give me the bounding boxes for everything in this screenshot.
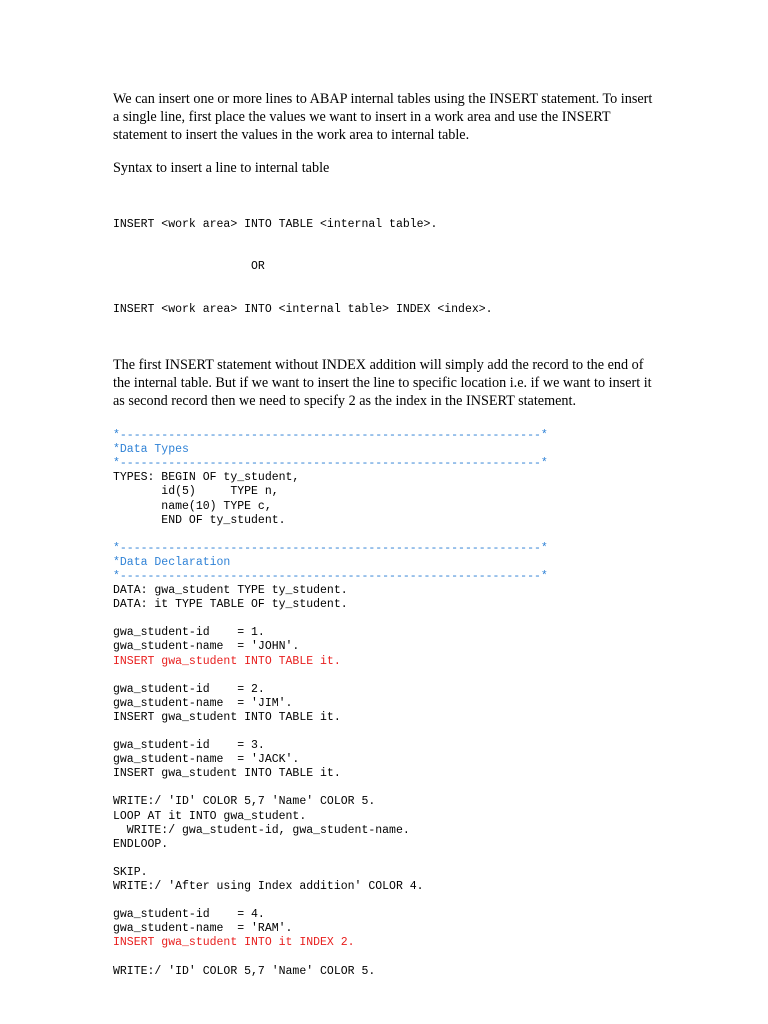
document-page <box>113 90 658 979</box>
code-line: TYPES: BEGIN OF ty_student, <box>113 471 300 485</box>
code-blank-line <box>113 852 658 866</box>
intro-paragraph: We can insert one or more lines to ABAP internal tables using the INSERT statement. To insert a single line, first place the values we want to insert in a work area and use the INSERT statement to insert the values in the work area to internal table. <box>113 91 653 143</box>
code-line: WRITE:/ gwa_student-id, gwa_student-name. <box>113 823 410 837</box>
code-comment-line: *-------------------------------------------------------------* <box>113 429 548 443</box>
syntax-heading: Syntax to insert a line to internal table <box>113 160 330 176</box>
code-line: WRITE:/ 'ID' COLOR 5,7 'Name' COLOR 5. <box>113 795 376 809</box>
code-line: name(10) TYPE c, <box>113 499 272 513</box>
code-line: ENDLOOP. <box>113 837 169 851</box>
code-line: INSERT gwa_student INTO TABLE it. <box>113 767 341 781</box>
code-comment-line: *Data Types <box>113 443 189 457</box>
code-blank-line <box>113 894 658 908</box>
code-comment-line: *-------------------------------------------------------------* <box>113 541 548 555</box>
code-line: WRITE:/ 'ID' COLOR 5,7 'Name' COLOR 5. <box>113 964 376 978</box>
code-blank-line <box>113 725 658 739</box>
syntax-line: INSERT <work area> INTO <internal table> INDEX <index>. <box>113 302 493 316</box>
code-highlight-line: INSERT gwa_student INTO TABLE it. <box>113 654 341 668</box>
code-line: gwa_student-id = 3. <box>113 739 265 753</box>
code-line: gwa_student-name = 'RAM'. <box>113 922 293 936</box>
code-line: END OF ty_student. <box>113 513 286 527</box>
code-blank-line <box>113 781 658 795</box>
code-line: INSERT gwa_student INTO TABLE it. <box>113 710 341 724</box>
code-line: SKIP. <box>113 865 148 879</box>
code-comment-line: *-------------------------------------------------------------* <box>113 457 548 471</box>
code-comment-line: *Data Declaration <box>113 555 231 569</box>
code-line: gwa_student-name = 'JOHN'. <box>113 640 300 654</box>
code-blank-line <box>113 669 658 683</box>
code-line: id(5) TYPE n, <box>113 485 279 499</box>
abap-code-block <box>113 429 658 979</box>
code-line: LOOP AT it INTO gwa_student. <box>113 809 307 823</box>
code-highlight-line: INSERT gwa_student INTO it INDEX 2. <box>113 936 355 950</box>
syntax-code-block <box>113 190 658 345</box>
code-line: gwa_student-name = 'JIM'. <box>113 696 293 710</box>
explanation-paragraph: The first INSERT statement without INDEX addition will simply add the record to the end of the internal table. But if we want to insert the line to specific location i.e. if we want to insert it as second record then we need to specify 2 as the index in the INSERT statement. <box>113 357 652 410</box>
code-line: DATA: gwa_student TYPE ty_student. <box>113 584 348 598</box>
code-blank-line <box>113 528 658 542</box>
code-line: DATA: it TYPE TABLE OF ty_student. <box>113 598 348 612</box>
code-blank-line <box>113 612 658 626</box>
code-line: gwa_student-id = 4. <box>113 908 265 922</box>
code-line: gwa_student-name = 'JACK'. <box>113 753 300 767</box>
code-line: gwa_student-id = 1. <box>113 626 265 640</box>
syntax-line: INSERT <work area> INTO TABLE <internal table>. <box>113 218 438 232</box>
syntax-line: OR <box>113 260 265 274</box>
code-line: WRITE:/ 'After using Index addition' COLOR 4. <box>113 880 424 894</box>
code-comment-line: *-------------------------------------------------------------* <box>113 569 548 583</box>
code-line: gwa_student-id = 2. <box>113 682 265 696</box>
code-blank-line <box>113 951 658 965</box>
